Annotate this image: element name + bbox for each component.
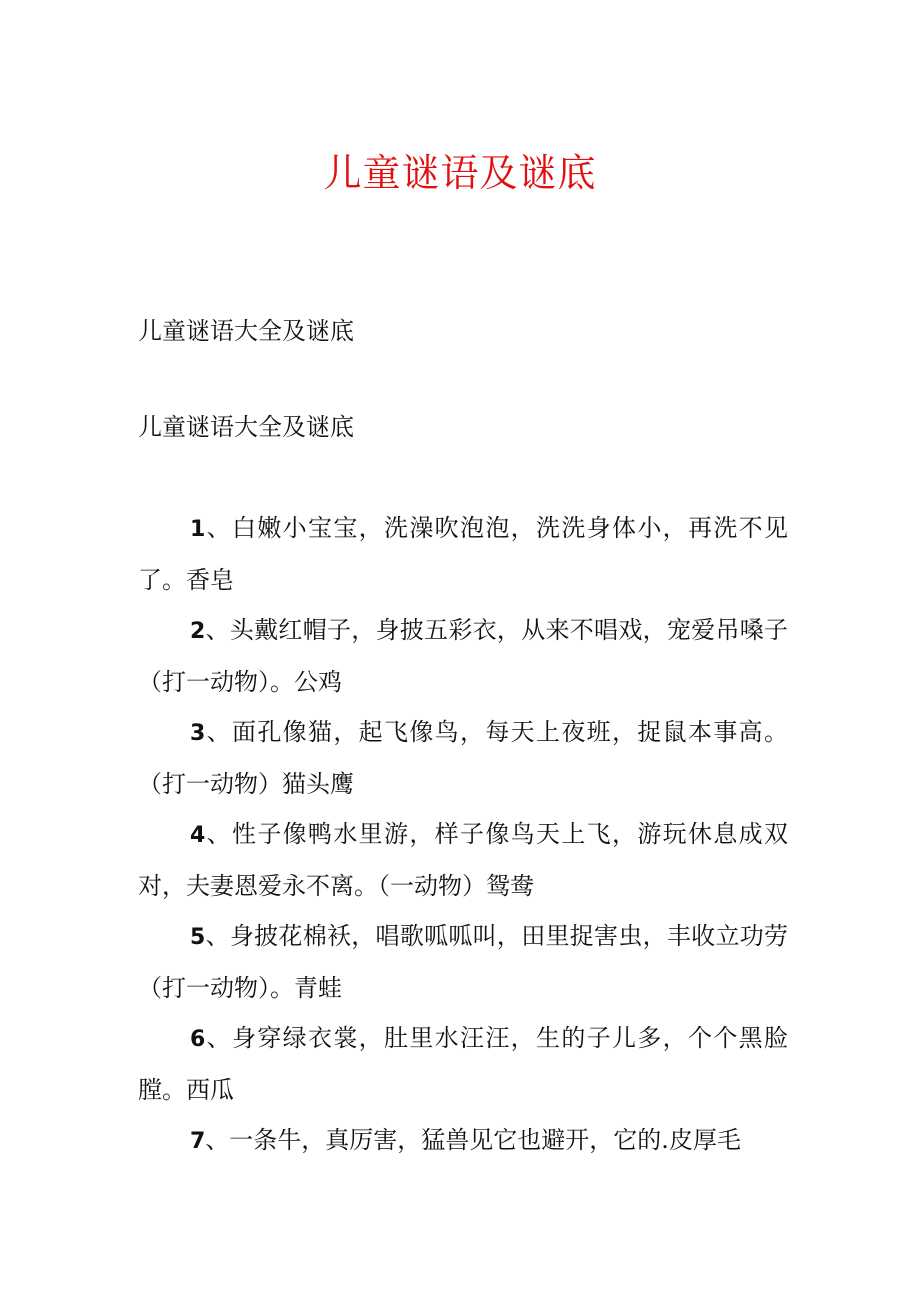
subheading: 儿童谜语大全及谜底 [138,413,354,441]
riddle-text: 、面孔像猫，起飞像鸟，每天上夜班，捉鼠本事高。（打一动物）猫头鹰 [138,718,788,798]
riddle-number: 6 [190,1027,206,1052]
riddle-number: 2 [190,619,206,644]
riddle-text: 、头戴红帽子，身披五彩衣，从来不唱戏，宠爱吊嗓子（打一动物）。公鸡 [138,616,788,696]
riddle-item [138,605,788,707]
riddle-item [138,1013,788,1115]
riddle-text: 、白嫩小宝宝，洗澡吹泡泡，洗洗身体小，再洗不见了。香皂 [138,514,788,594]
riddle-item [138,809,788,911]
subheading: 儿童谜语大全及谜底 [138,317,354,345]
document-title: 儿童谜语及谜底 [323,151,597,195]
riddle-number: 3 [190,721,206,746]
riddle-number: 5 [190,925,206,950]
riddle-list [138,503,788,1167]
riddle-number: 1 [190,517,206,542]
riddle-text: 、身穿绿衣裳，肚里水汪汪，生的子儿多，个个黑脸膛。西瓜 [138,1024,788,1104]
riddle-text: 、身披花棉袄，唱歌呱呱叫，田里捉害虫，丰收立功劳（打一动物）。青蛙 [138,922,788,1002]
riddle-text: 、性子像鸭水里游，样子像鸟天上飞，游玩休息成双对，夫妻恩爱永不离。（一动物）鸳鸯 [138,820,788,900]
riddle-item [138,503,788,605]
riddle-number: 4 [190,823,206,848]
riddle-number: 7 [190,1129,206,1154]
riddle-item [138,707,788,809]
riddle-text: 、一条牛，真厉害，猛兽见它也避开，它的.皮厚毛 [205,1126,741,1154]
riddle-item [138,911,788,1013]
riddle-item [138,1115,788,1167]
